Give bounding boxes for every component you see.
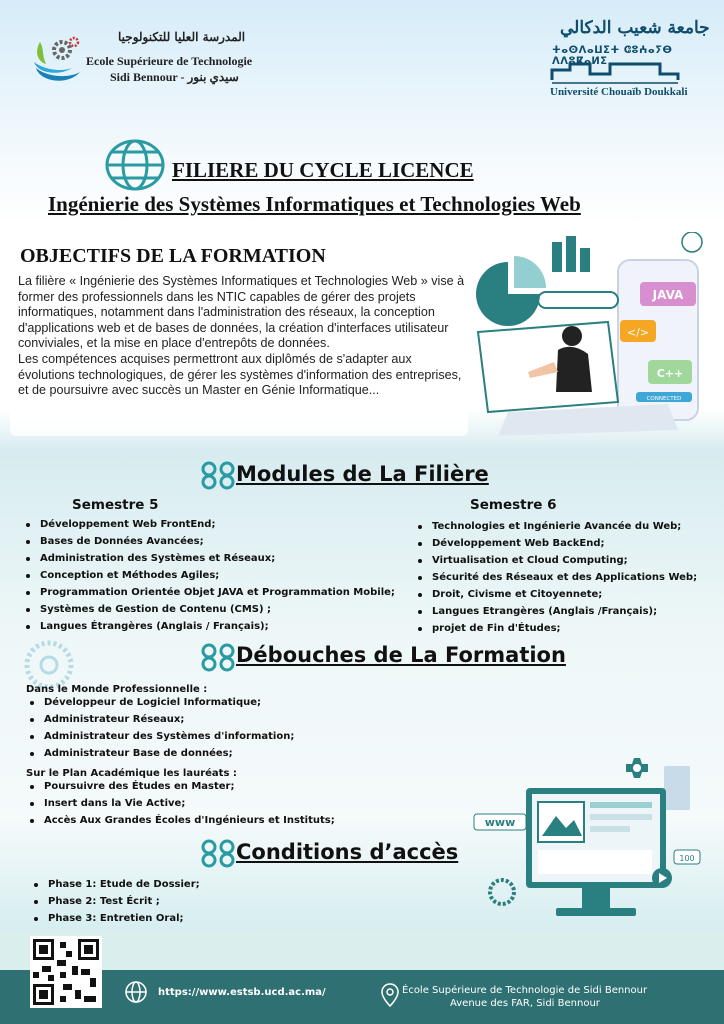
web-design-illustration xyxy=(466,742,716,927)
semester-6-list xyxy=(416,518,697,637)
network-icon xyxy=(200,838,236,868)
career-item: Administrateur Base de données; xyxy=(28,745,294,762)
likes-label: 100 xyxy=(679,854,695,863)
university-name-ar: جامعة شعيب الدكالي xyxy=(560,18,710,38)
professional-intro: Dans le Monde Professionnelle : xyxy=(26,684,208,695)
globe-icon xyxy=(124,980,148,1004)
module-item: Technologies et Ingénierie Avancée du Web; xyxy=(416,518,697,535)
conditions-list xyxy=(32,876,200,927)
semester-6-title: Semestre 6 xyxy=(470,497,557,513)
program-title: Ingénierie des Systèmes Informatiques et Technologies Web xyxy=(48,192,581,216)
career-item: Administrateur Réseaux; xyxy=(28,711,294,728)
java-label: JAVA xyxy=(652,288,684,302)
university-name-tifinagh: ⵜⴰⵙⴷⴰⵡⵉⵜ ⵛⵓⵄⴰⵢⴱ ⴷⴷⵓⴽⴰⵍⵉ xyxy=(552,45,673,67)
school-city: Sidi Bennour - سيدي بنور xyxy=(110,70,239,84)
university-logo xyxy=(550,60,680,84)
academic-item: Poursuivre des Études en Master; xyxy=(28,778,335,795)
page-title: FILIERE DU CYCLE LICENCE xyxy=(172,158,474,182)
modules-title: Modules de La Filière xyxy=(236,462,489,486)
condition-item: Phase 1: Etude de Dossier; xyxy=(32,876,200,893)
module-item: Programmation Orientée Objet JAVA et Programmation Mobile; xyxy=(24,584,395,601)
condition-item: Phase 3: Entretien Oral; xyxy=(32,910,200,927)
objectives-paragraph-1: La filière « Ingénierie des Systèmes Informatiques et Technologies Web » vise à former des professionnels dans les NTIC capables de gérer des projets informatiques, notamment dans l'administration des réseaux, la conception d'applications web et de bases de données, la création d'interfaces utilisateur conviviales, et la mise en place d'entrepôts de données. xyxy=(18,274,465,351)
school-name-ar: المدرسة العليا للتكنولوجيا xyxy=(118,30,246,44)
www-label: www xyxy=(484,816,516,829)
career-item: Développeur de Logiciel Informatique; xyxy=(28,694,294,711)
module-item: Droit, Civisme et Citoyennete; xyxy=(416,586,697,603)
network-icon xyxy=(200,460,236,490)
objectives-paragraph-2: Les compétences acquises permettront aux diplômés de s'adapter aux évolutions technologiques, de gérer les systèmes d'information des entreprises, et de poursuivre avec succès un Master en Génie Informatique... xyxy=(18,351,462,398)
semester-5-list xyxy=(24,516,395,635)
semester-5-title: Semestre 5 xyxy=(72,497,159,513)
globe-icon xyxy=(103,138,167,192)
network-icon xyxy=(200,642,236,672)
school-name-fr: Ecole Supérieure de Technologie xyxy=(86,54,253,68)
code-label: </> xyxy=(626,326,650,339)
academic-item: Accès Aux Grandes Écoles d'Ingénieurs et Instituts; xyxy=(28,812,335,829)
module-item: Conception et Méthodes Agiles; xyxy=(24,567,395,584)
module-item: Virtualisation et Cloud Computing; xyxy=(416,552,697,569)
debouches-title: Débouches de La Formation xyxy=(236,643,566,667)
module-item: projet de Fin d'Études; xyxy=(416,620,697,637)
academic-list xyxy=(28,778,335,829)
module-item: Langues Etrangères (Anglais /Français); xyxy=(416,603,697,620)
location-pin-icon xyxy=(380,982,400,1008)
module-item: Systèmes de Gestion de Contenu (CMS) ; xyxy=(24,601,395,618)
developer-illustration xyxy=(468,232,718,437)
objectives-text xyxy=(18,274,468,399)
module-item: Développement Web FrontEnd; xyxy=(24,516,395,533)
footer-band xyxy=(0,930,724,970)
objectives-title: OBJECTIFS DE LA FORMATION xyxy=(20,245,326,267)
academic-intro: Sur le Plan Académique les lauréats : xyxy=(26,768,237,779)
connected-label: CONNECTED xyxy=(646,396,682,402)
address-line-2: Avenue des FAR, Sidi Bennour xyxy=(450,998,600,1009)
career-item: Administrateur des Systèmes d'information; xyxy=(28,728,294,745)
module-item: Langues Étrangères (Anglais / Français); xyxy=(24,618,395,635)
condition-item: Phase 2: Test Écrit ; xyxy=(32,893,200,910)
school-logo xyxy=(30,32,86,88)
module-item: Administration des Systèmes et Réseaux; xyxy=(24,550,395,567)
professional-list xyxy=(28,694,294,762)
university-name-fr: Université Chouaïb Doukkali xyxy=(550,86,688,98)
footer xyxy=(0,970,724,1024)
academic-item: Insert dans la Vie Active; xyxy=(28,795,335,812)
module-item: Développement Web BackEnd; xyxy=(416,535,697,552)
qr-code xyxy=(30,936,102,1008)
cpp-label: C++ xyxy=(656,367,684,380)
module-item: Sécurité des Réseaux et des Applications Web; xyxy=(416,569,697,586)
address-line-1: École Supérieure de Technologie de Sidi Bennour xyxy=(402,985,648,996)
website-link[interactable]: https://www.estsb.ucd.ac.ma/ xyxy=(158,987,326,998)
conditions-title: Conditions d’accès xyxy=(236,840,459,864)
module-item: Bases de Données Avancées; xyxy=(24,533,395,550)
